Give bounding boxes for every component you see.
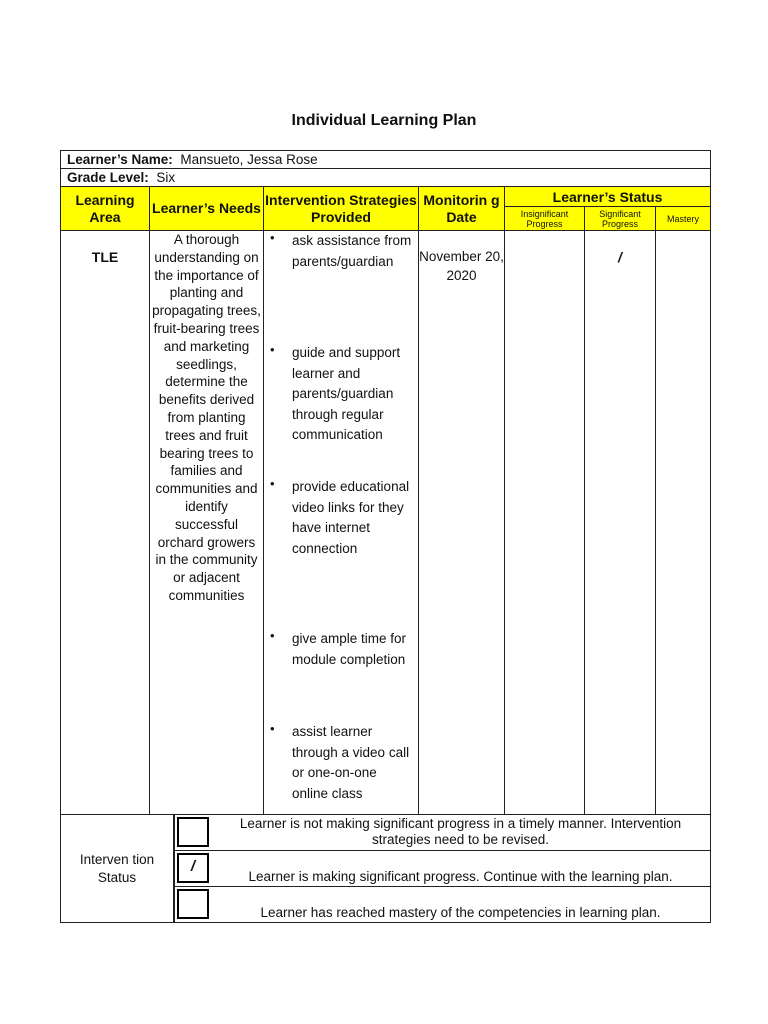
learner-name-row — [61, 151, 711, 169]
page-title: Individual Learning Plan — [291, 112, 477, 129]
bullet-icon: • — [270, 721, 275, 736]
checkbox-continue[interactable] — [177, 853, 209, 883]
grade-level-label: Grade Level: — [67, 170, 149, 185]
learner-name-value: Mansueto, Jessa Rose — [180, 152, 318, 167]
header-intervention: Intervention Strategies Provided — [264, 187, 419, 231]
bullet-icon: • — [270, 476, 275, 491]
learners-needs-cell: A thorough understanding on the importance of planting and propagating trees, fruit-bearing trees and marketing seedlings, determine the benefits derived from planting trees and fruit bearing trees to families and communities and identify successful orchard growers in the community or adjacent communities — [150, 231, 264, 815]
intervention-option-revise — [174, 815, 710, 850]
intervention-option-mastery — [174, 886, 710, 922]
strategy-text: assist learner through a video call or one-on-one online class — [292, 724, 410, 801]
header-learners-needs: Learner’s Needs — [150, 187, 264, 231]
strategy-text: ask assistance from parents/guardian — [292, 233, 412, 269]
checkbox-mark: / — [190, 858, 196, 875]
grade-level-row — [61, 169, 711, 187]
learning-plan-table — [60, 150, 711, 923]
header-insignificant-progress: Insignificant Progress — [505, 207, 585, 231]
bullet-icon: • — [270, 230, 275, 245]
learner-name-label: Learner’s Name: — [67, 152, 173, 167]
header-learners-status: Learner’s Status — [505, 187, 711, 207]
strategy-text: provide educational video links for they have internet connection — [292, 479, 410, 556]
monitoring-date-cell: November 20, 2020 — [419, 231, 505, 815]
intervention-option-continue — [174, 850, 710, 886]
strategy-text: guide and support learner and parents/guardian through regular communication — [292, 345, 401, 442]
insignificant-progress-cell — [505, 231, 585, 815]
grade-level-value: Six — [156, 170, 176, 185]
checkbox-revise[interactable] — [177, 817, 209, 847]
checkbox-mastery[interactable] — [177, 889, 209, 919]
strategy-text: give ample time for module completion — [292, 631, 407, 667]
header-learning-area: Learning Area — [61, 187, 150, 231]
strategies-cell — [264, 231, 419, 815]
option-text-revise: Learner is not making significant progress in a timely manner. Intervention strategies need to be revised. — [239, 816, 682, 847]
mastery-cell — [656, 231, 711, 815]
intervention-options — [174, 815, 711, 923]
significant-progress-check: / — [585, 231, 656, 815]
option-text-mastery: Learner has reached mastery of the competencies in learning plan. — [260, 905, 661, 920]
header-mastery: Mastery — [656, 207, 711, 231]
header-monitoring-date: Monitorin g Date — [419, 187, 505, 231]
header-significant-progress: Significant Progress — [585, 207, 656, 231]
option-text-continue: Learner is making significant progress. Continue with the learning plan. — [248, 869, 673, 884]
bullet-icon: • — [270, 628, 275, 643]
intervention-status-label: Interven tion Status — [61, 815, 174, 923]
learning-area-cell: TLE — [61, 231, 150, 815]
bullet-icon: • — [270, 342, 275, 357]
